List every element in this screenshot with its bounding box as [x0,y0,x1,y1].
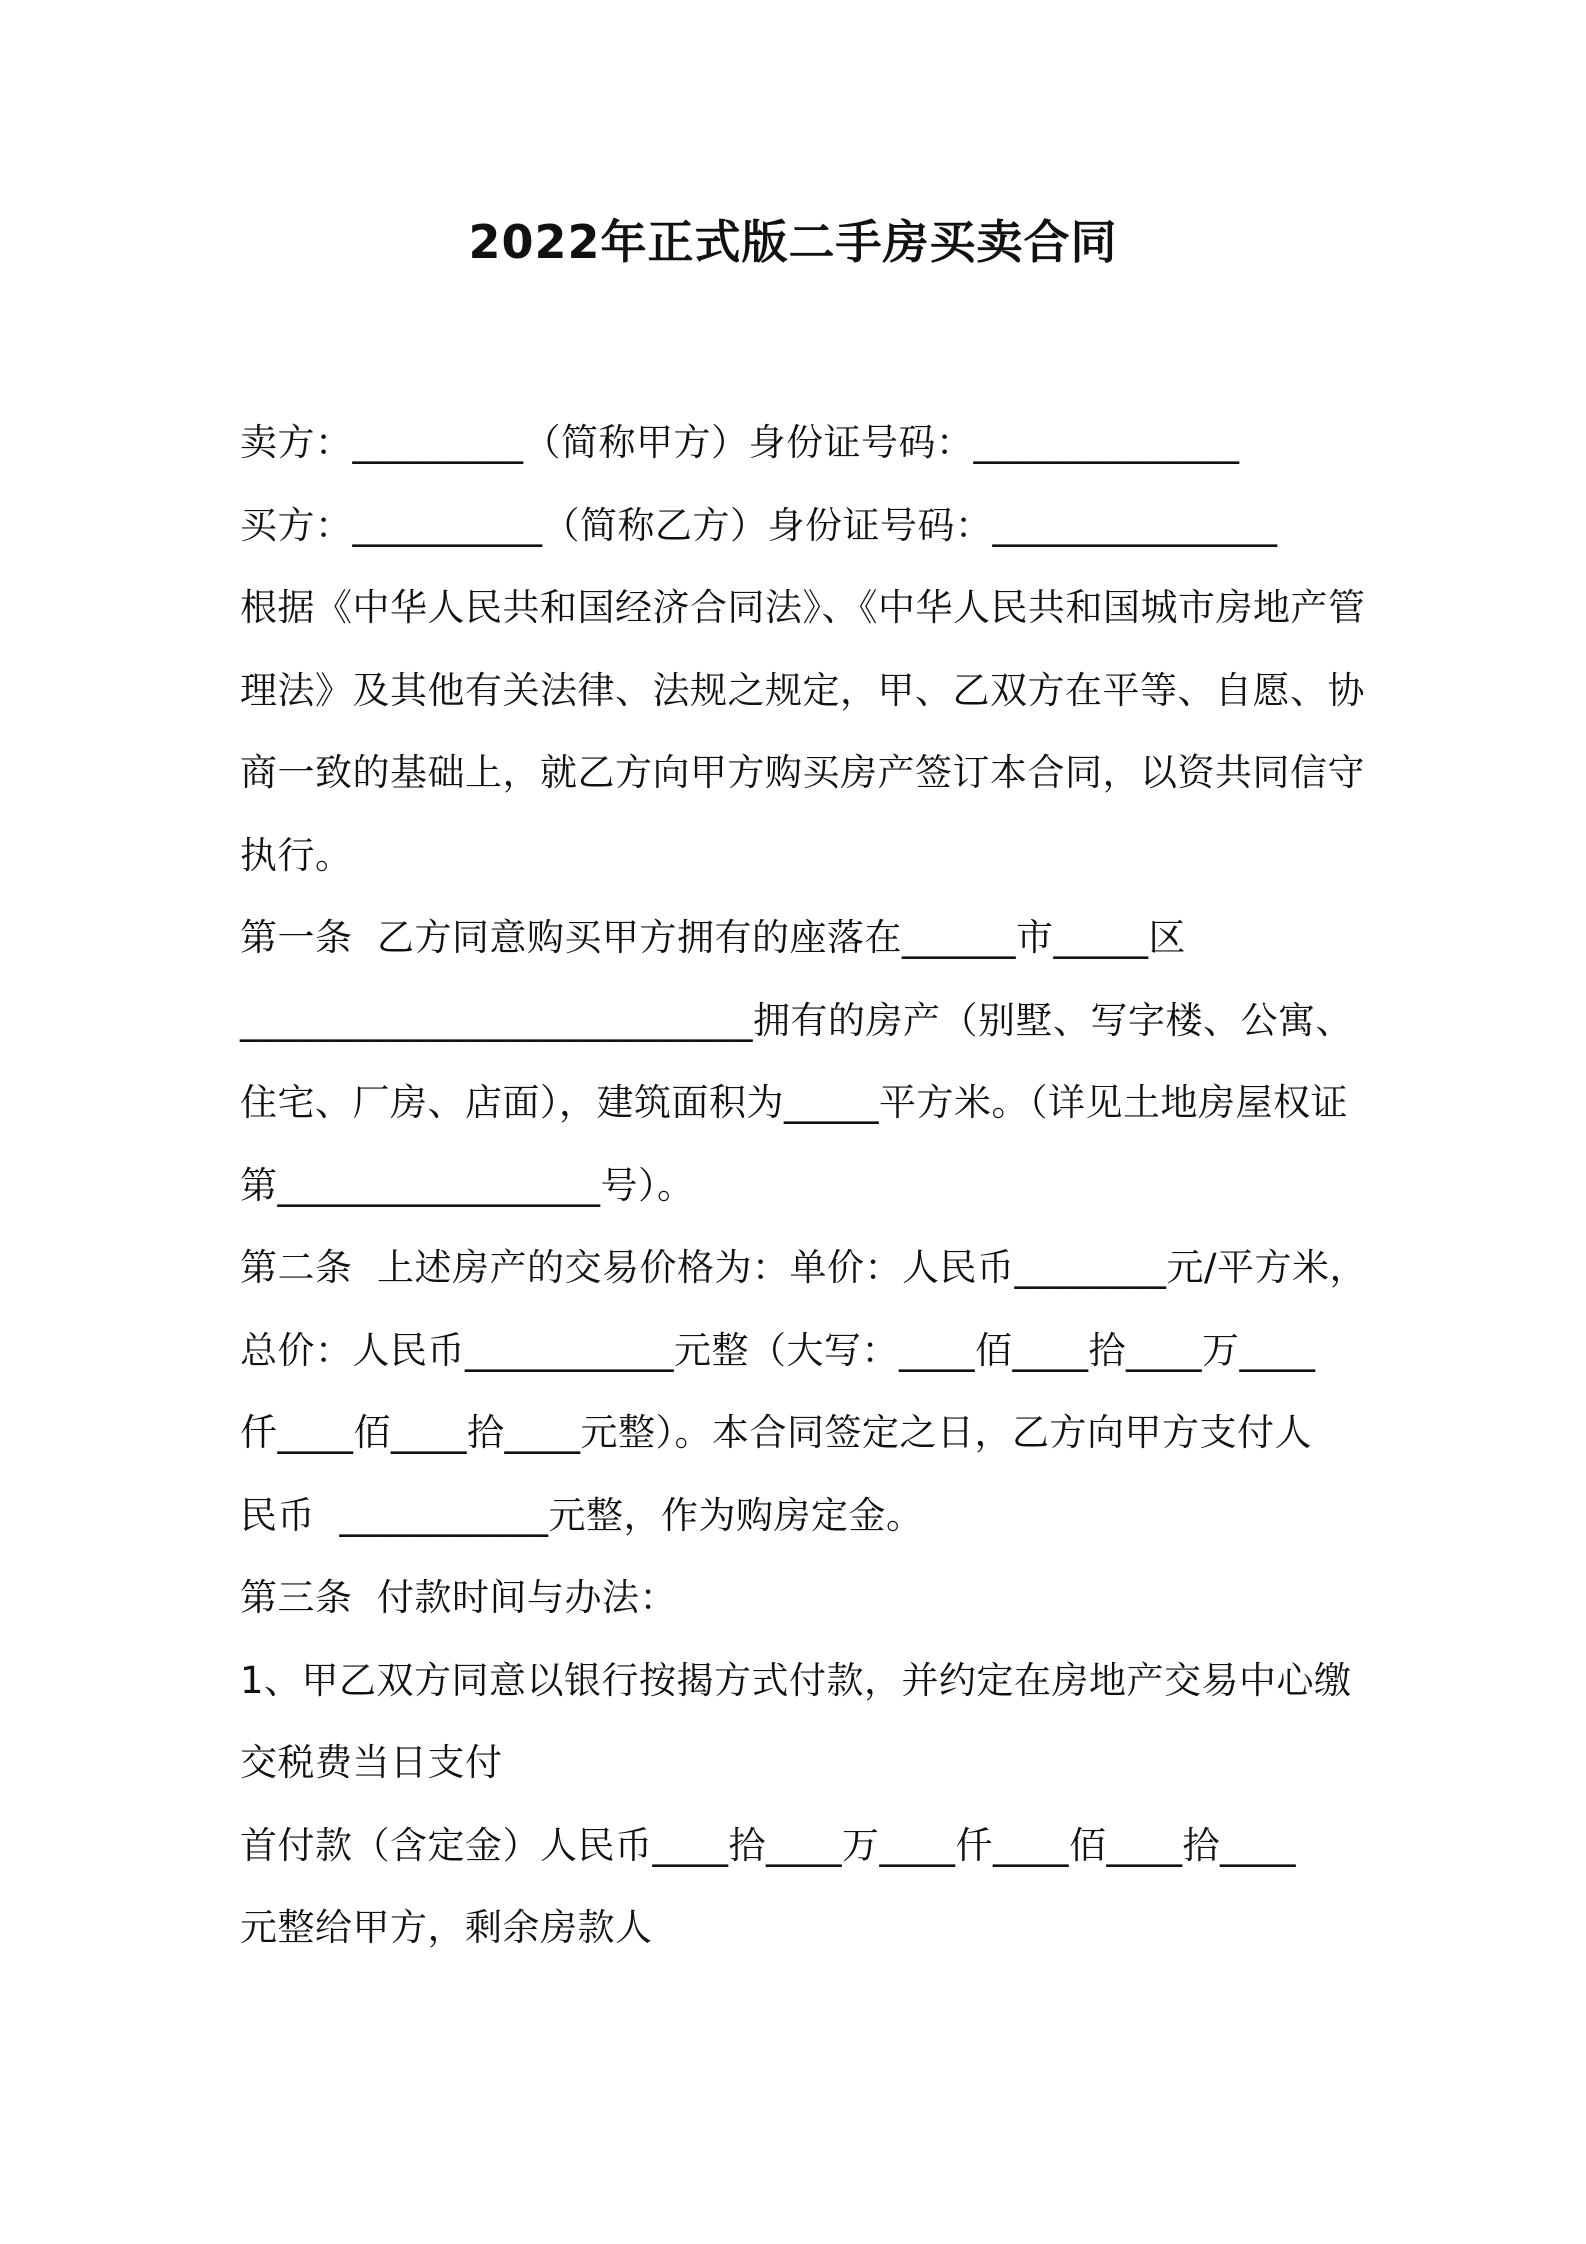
seller-line: 卖方：_________（简称甲方）身份证号码：______________ [240,421,1240,464]
document-title: 2022年正式版二手房买卖合同 [468,215,1118,269]
preamble-line-4: 执行。 [240,834,353,877]
down-payment-line-1: 首付款（含定金）人民币____拾____万____仟____佰____拾____ [240,1824,1296,1867]
article-1-line-1: 第一条 乙方同意购买甲方拥有的座落在______市_____区 [240,916,1187,959]
article-2-line-1: 第二条 上述房产的交易价格为：单价：人民币________元/平方米， [240,1246,1367,1289]
article-1-line-4: 第_________________号）。 [240,1164,695,1207]
article-1-line-3: 住宅、厂房、店面），建筑面积为_____平方米。（详见土地房屋权证 [240,1081,1348,1124]
down-payment-line-2: 元整给甲方，剩余房款人 [240,1906,653,1949]
buyer-line: 买方：__________（简称乙方）身份证号码：_______________ [240,504,1278,547]
preamble-line-2: 理法》及其他有关法律、法规之规定，甲、乙双方在平等、自愿、协 [240,669,1365,712]
article-3-item-1-line-1: 1、甲乙双方同意以银行按揭方式付款，并约定在房地产交易中心缴 [240,1659,1352,1702]
article-1-line-2: ___________________________拥有的房产（别墅、写字楼、公寓、 [240,999,1353,1042]
article-3-item-1-line-2: 交税费当日支付 [240,1741,503,1784]
article-2-line-4: 民币 ___________元整，作为购房定金。 [240,1494,924,1537]
preamble-line-1: 根据《中华人民共和国经济合同法》、《中华人民共和国城市房地产管 [240,586,1366,629]
article-2-line-3: 仟____佰____拾____元整）。本合同签定之日，乙方向甲方支付人 [240,1411,1312,1454]
preamble-line-3: 商一致的基础上，就乙方向甲方购买房产签订本合同，以资共同信守 [240,751,1365,794]
article-3-heading: 第三条 付款时间与办法： [240,1576,678,1619]
article-2-line-2: 总价：人民币___________元整（大写：____佰____拾____万____ [240,1329,1316,1372]
